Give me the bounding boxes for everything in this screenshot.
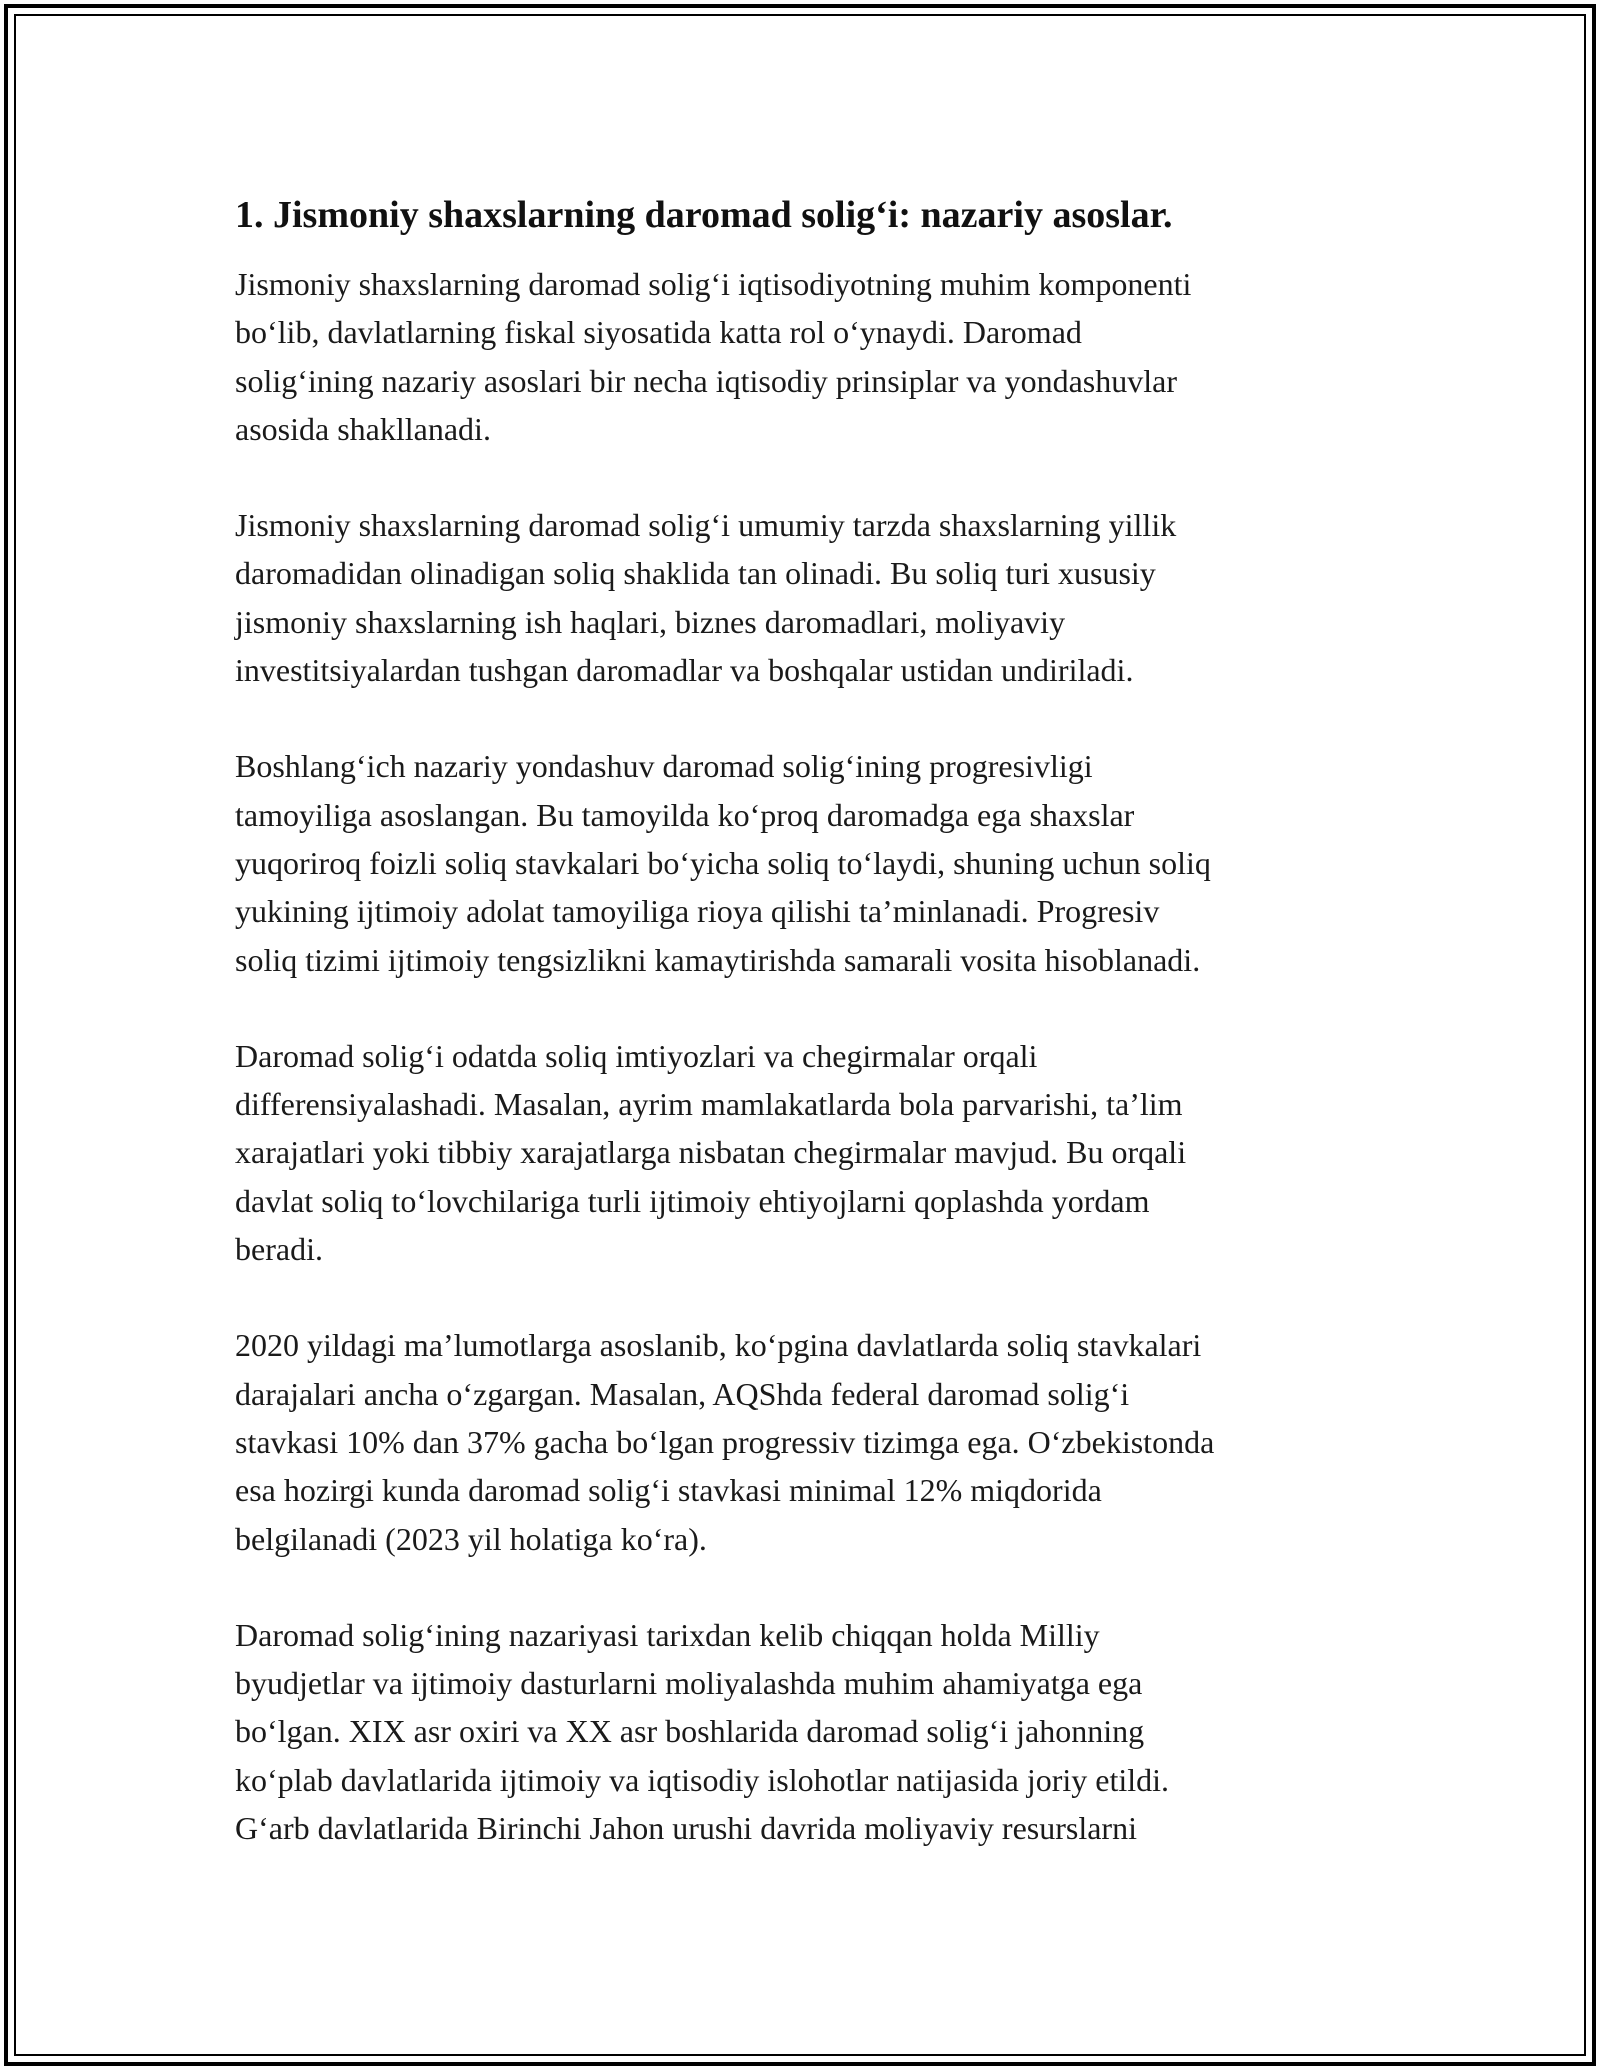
text-line: Daromad solig‘ining nazariyasi tarixdan kelib chiqqan holda Milliy xyxy=(235,1616,1100,1653)
document-body xyxy=(235,190,1375,1900)
text-line: belgilanadi (2023 yil holatiga ko‘ra). xyxy=(235,1520,707,1557)
text-line: Jismoniy shaxslarning daromad solig‘i umumiy tarzda shaxslarning yillik xyxy=(235,507,1177,544)
text-line: differensiyalashadi. Masalan, ayrim mamlakatlarda bola parvarishi, ta’lim xyxy=(235,1086,1183,1123)
paragraph-6 xyxy=(235,1611,1375,1852)
text-line: solig‘ining nazariy asoslari bir necha iqtisodiy prinsiplar va yondashuvlar xyxy=(235,362,1177,399)
text-line: yuqoriroq foizli soliq stavkalari bo‘yicha soliq to‘laydi, shuning uchun soliq xyxy=(235,844,1211,881)
text-line: Boshlang‘ich nazariy yondashuv daromad solig‘ining progresivligi xyxy=(235,748,1093,785)
text-line: asosida shakllanadi. xyxy=(235,410,491,447)
text-line: tamoyiliga asoslangan. Bu tamoyilda ko‘proq daromadga ega shaxslar xyxy=(235,796,1135,833)
text-line: bo‘lib, davlatlarning fiskal siyosatida katta rol o‘ynaydi. Daromad xyxy=(235,314,1082,351)
text-line: jismoniy shaxslarning ish haqlari, biznes daromadlari, moliyaviy xyxy=(235,603,1066,640)
text-line: Daromad solig‘i odatda soliq imtiyozlari va chegirmalar orqali xyxy=(235,1037,1038,1074)
text-line: darajalari ancha o‘zgargan. Masalan, AQShda federal daromad solig‘i xyxy=(235,1375,1130,1412)
text-line: xarajatlari yoki tibbiy xarajatlarga nisbatan chegirmalar mavjud. Bu orqali xyxy=(235,1134,1187,1171)
text-line: davlat soliq to‘lovchilariga turli ijtimoiy ehtiyojlarni qoplashda yordam xyxy=(235,1182,1150,1219)
text-line: byudjetlar va ijtimoiy dasturlarni moliyalashda muhim ahamiyatga ega xyxy=(235,1665,1143,1702)
text-line: daromadidan olinadigan soliq shaklida tan olinadi. Bu soliq turi xususiy xyxy=(235,555,1156,592)
text-line: esa hozirgi kunda daromad solig‘i stavkasi minimal 12% miqdorida xyxy=(235,1472,1102,1509)
text-line: investitsiyalardan tushgan daromadlar va boshqalar ustidan undiriladi. xyxy=(235,652,1134,689)
paragraph-3 xyxy=(235,742,1375,983)
text-line: stavkasi 10% dan 37% gacha bo‘lgan progressiv tizimga ega. O‘zbekistonda xyxy=(235,1423,1215,1460)
text-line: bo‘lgan. XIX asr oxiri va XX asr boshlarida daromad solig‘i jahonning xyxy=(235,1713,1145,1750)
text-line: G‘arb davlatlarida Birinchi Jahon urushi davrida moliyaviy resurslarni xyxy=(235,1810,1137,1847)
text-line: yukining ijtimoiy adolat tamoyiliga rioya qilishi ta’minlanadi. Progresiv xyxy=(235,893,1160,930)
text-line: 2020 yildagi ma’lumotlarga asoslanib, ko‘pgina davlatlarda soliq stavkalari xyxy=(235,1327,1202,1364)
paragraph-4 xyxy=(235,1032,1375,1273)
paragraph-2 xyxy=(235,501,1375,694)
paragraph-1 xyxy=(235,260,1375,453)
text-line: soliq tizimi ijtimoiy tengsizlikni kamaytirishda samarali vosita hisoblanadi. xyxy=(235,941,1201,978)
text-line: Jismoniy shaxslarning daromad solig‘i iqtisodiyotning muhim komponenti xyxy=(235,266,1192,302)
section-heading: 1. Jismoniy shaxslarning daromad solig‘i: nazariy asoslar. xyxy=(235,194,1173,236)
text-line: ko‘plab davlatlarida ijtimoiy va iqtisodiy islohotlar natijasida joriy etildi. xyxy=(235,1761,1170,1798)
text-line: beradi. xyxy=(235,1231,323,1268)
paragraph-5 xyxy=(235,1321,1375,1562)
